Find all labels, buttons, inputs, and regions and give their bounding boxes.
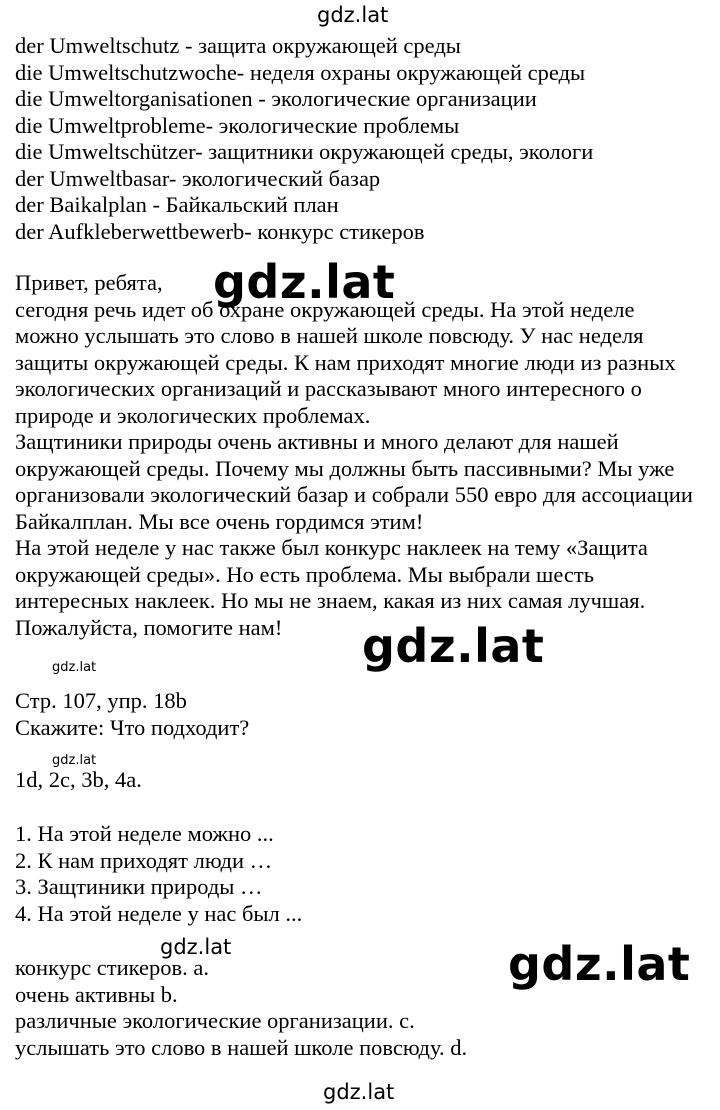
- letter-line: экологических организаций и рассказывают много интересного о: [15, 376, 642, 401]
- letter-text: [15, 270, 693, 641]
- letter-line: Защтиники природы очень активны и много делают для нашей: [15, 429, 619, 454]
- vocabulary-item: der Umweltbasar- экологический базар: [15, 165, 381, 191]
- watermark: gdz.lat: [160, 935, 232, 959]
- sentence-end: услышать это слово в нашей школе повсюду. d.: [15, 1034, 468, 1060]
- vocabulary-list: [15, 33, 593, 245]
- sentence-start: 4. На этой неделе у нас был ...: [15, 900, 303, 926]
- letter-line: окружающей среды. Почему мы должны быть пассивными? Мы уже: [15, 455, 675, 481]
- sentence-start: 3. Защтиники природы …: [15, 874, 263, 899]
- watermark: gdz.lat: [213, 255, 396, 309]
- sentence-end: очень активны b.: [15, 981, 178, 1007]
- watermark: gdz.lat: [52, 660, 97, 675]
- letter-line: сегодня речь идет об охране окружающей среды. На этой неделе: [15, 296, 635, 322]
- letter-line: защиты окружающей среды. К нам приходят многие люди из разных: [15, 349, 676, 375]
- vocabulary-item: die Umweltprobleme- экологические проблемы: [15, 112, 460, 138]
- sentence-end: различные экологические организации. c.: [15, 1008, 415, 1033]
- sentence-start: 2. К нам приходят люди …: [15, 847, 273, 873]
- letter-line: Привет, ребята,: [15, 270, 163, 295]
- exercise-answer: [15, 767, 142, 794]
- answer-text: 1d, 2c, 3b, 4a.: [15, 767, 142, 792]
- watermark: gdz.lat: [323, 1080, 395, 1104]
- exercise-reference: Стр. 107, упр. 18b: [15, 688, 187, 713]
- sentence-ends-list: [15, 955, 467, 1061]
- watermark: gdz.lat: [317, 3, 389, 27]
- letter-line: На этой неделе у нас также был конкурс наклеек на тему «Защита: [15, 535, 648, 560]
- vocabulary-item: die Umweltorganisationen - экологические организации: [15, 86, 537, 111]
- vocabulary-item: die Umweltschutzwoche- неделя охраны окружающей среды: [15, 59, 586, 85]
- watermark: gdz.lat: [362, 619, 545, 673]
- letter-line: Байкалплан. Мы все очень гордимся этим!: [15, 508, 424, 534]
- vocabulary-item: der Umweltschutz - защита окружающей среды: [15, 33, 461, 58]
- letter-line: окружающей среды». Но есть проблема. Мы выбрали шесть: [15, 561, 594, 587]
- letter-line: можно услышать это слово в нашей школе повсюду. У нас неделя: [15, 323, 644, 348]
- watermark: gdz.lat: [52, 753, 97, 768]
- sentence-end: конкурс стикеров. a.: [15, 955, 210, 980]
- vocabulary-item: die Umweltschützer- защитники окружающей среды, экологи: [15, 139, 594, 164]
- vocabulary-item: der Aufkleberwettbewerb- конкурс стикеров: [15, 218, 425, 244]
- letter-line: интересных наклеек. Но мы не знаем, какая из них самая лучшая.: [15, 588, 646, 613]
- exercise-header: [15, 688, 249, 741]
- letter-line: организовали экологический базар и собрали 550 евро для ассоциации: [15, 482, 693, 507]
- watermark: gdz.lat: [508, 937, 691, 991]
- letter-line: природе и экологических проблемах.: [15, 402, 371, 428]
- vocabulary-item: der Baikalplan - Байкальский план: [15, 192, 339, 217]
- sentence-start: 1. На этой неделе можно ...: [15, 821, 274, 846]
- sentence-starts-list: [15, 821, 302, 927]
- letter-line: Пожалуйста, помогите нам!: [15, 614, 283, 640]
- exercise-task: Скажите: Что подходит?: [15, 714, 250, 740]
